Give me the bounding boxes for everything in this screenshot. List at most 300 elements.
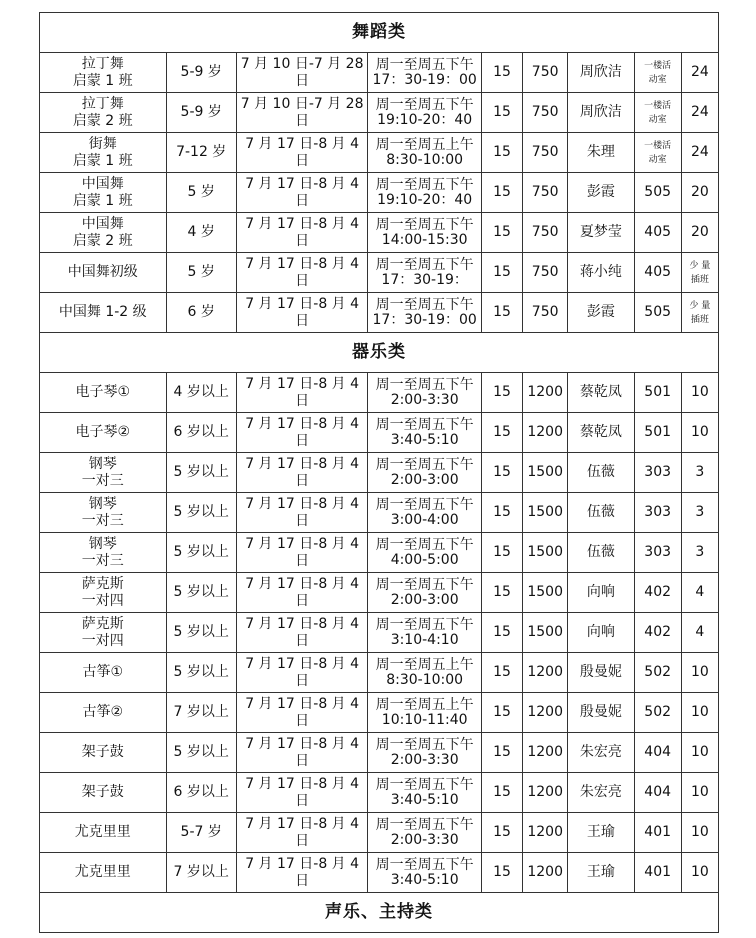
age-cell: 4 岁以上 — [166, 373, 236, 413]
course-name-cell-line: 启蒙 2 班 — [72, 232, 133, 249]
time-cell-line: 3:40-5:10 — [390, 431, 459, 448]
room-cell — [634, 413, 681, 453]
sessions-cell: 15 — [481, 733, 522, 773]
room-cell-line: 505 — [644, 184, 672, 200]
room-cell-line: 502 — [644, 664, 672, 680]
time-cell-line: 周一至周五上午 — [375, 656, 474, 673]
teacher-cell: 蔡乾凤 — [568, 373, 634, 413]
count-cell — [681, 533, 718, 573]
course-name-cell-line: 尤克里里 — [74, 824, 131, 840]
fee-cell: 750 — [523, 173, 568, 213]
count-cell-line: 24 — [690, 144, 709, 160]
section-title: 声乐、主持类 — [40, 893, 719, 933]
room-cell — [634, 733, 681, 773]
course-name-cell — [40, 773, 167, 813]
teacher-cell: 向响 — [568, 573, 634, 613]
course-name-cell — [40, 93, 167, 133]
time-cell-line: 3:40-5:10 — [390, 871, 459, 888]
course-name-cell-line: 电子琴② — [75, 424, 131, 440]
room-cell — [634, 813, 681, 853]
table-row — [40, 613, 719, 653]
course-name-cell-line: 一对三 — [81, 472, 124, 489]
teacher-cell: 伍薇 — [568, 493, 634, 533]
table-row — [40, 53, 719, 93]
time-cell — [368, 853, 481, 893]
sessions-cell: 15 — [481, 493, 522, 533]
time-cell — [368, 173, 481, 213]
course-name-cell-line: 中国舞 — [81, 215, 124, 232]
count-cell-line: 少 量 — [689, 260, 711, 271]
course-name-cell — [40, 653, 167, 693]
teacher-cell: 蒋小纯 — [568, 253, 634, 293]
time-cell-line: 周一至周五下午 — [375, 56, 474, 73]
count-cell — [681, 213, 718, 253]
count-cell — [681, 413, 718, 453]
time-cell-line: 周一至周五上午 — [375, 696, 474, 713]
age-cell: 5 岁以上 — [166, 453, 236, 493]
time-cell-line: 2:00-3:00 — [390, 591, 459, 608]
count-cell — [681, 693, 718, 733]
course-name-cell — [40, 533, 167, 573]
room-cell-line: 405 — [644, 264, 672, 280]
sessions-cell: 15 — [481, 813, 522, 853]
room-cell-line: 一楼活 — [644, 60, 672, 71]
course-name-cell — [40, 173, 167, 213]
course-name-cell — [40, 213, 167, 253]
course-name-cell-line: 一对四 — [81, 592, 124, 609]
room-cell — [634, 693, 681, 733]
count-cell — [681, 853, 718, 893]
sessions-cell: 15 — [481, 453, 522, 493]
time-cell-line: 周一至周五下午 — [375, 176, 474, 193]
count-cell — [681, 173, 718, 213]
room-cell — [634, 773, 681, 813]
table-row — [40, 853, 719, 893]
time-cell — [368, 693, 481, 733]
time-cell-line: 2:00-3:30 — [390, 751, 459, 768]
time-cell — [368, 773, 481, 813]
teacher-cell: 蔡乾凤 — [568, 413, 634, 453]
time-cell-line: 周一至周五下午 — [375, 536, 474, 553]
table-row — [40, 373, 719, 413]
room-cell — [634, 453, 681, 493]
age-cell: 5 岁以上 — [166, 653, 236, 693]
age-cell: 5-9 岁 — [166, 53, 236, 93]
count-cell-line: 10 — [690, 664, 709, 680]
age-cell: 5 岁以上 — [166, 733, 236, 773]
count-cell — [681, 613, 718, 653]
time-cell — [368, 533, 481, 573]
section-title: 器乐类 — [40, 333, 719, 373]
time-cell-line: 周一至周五下午 — [375, 456, 474, 473]
time-cell — [368, 493, 481, 533]
count-cell-line: 10 — [690, 824, 709, 840]
time-cell — [368, 453, 481, 493]
dates-cell: 7 月 17 日-8 月 4 日 — [236, 413, 368, 453]
count-cell-line: 10 — [690, 784, 709, 800]
dates-cell: 7 月 17 日-8 月 4 日 — [236, 373, 368, 413]
sessions-cell: 15 — [481, 293, 522, 333]
dates-cell: 7 月 17 日-8 月 4 日 — [236, 453, 368, 493]
count-cell-line: 10 — [690, 424, 709, 440]
room-cell-line: 404 — [644, 784, 672, 800]
room-cell — [634, 53, 681, 93]
count-cell — [681, 573, 718, 613]
dates-cell: 7 月 17 日-8 月 4 日 — [236, 213, 368, 253]
time-cell-line: 周一至周五下午 — [375, 576, 474, 593]
table-row — [40, 173, 719, 213]
table-row — [40, 693, 719, 733]
fee-cell: 1500 — [523, 453, 568, 493]
fee-cell: 750 — [523, 293, 568, 333]
course-name-cell-line: 拉丁舞 — [81, 55, 124, 72]
time-cell-line: 17：30-19：00 — [372, 71, 477, 88]
fee-cell: 1500 — [523, 613, 568, 653]
section-header-row — [40, 893, 719, 933]
table-row — [40, 93, 719, 133]
room-cell — [634, 653, 681, 693]
time-cell-line: 周一至周五下午 — [375, 776, 474, 793]
course-name-cell-line: 尤克里里 — [74, 864, 131, 880]
teacher-cell: 朱宏亮 — [568, 773, 634, 813]
course-name-cell-line: 启蒙 1 班 — [72, 72, 133, 89]
course-name-cell — [40, 253, 167, 293]
room-cell — [634, 253, 681, 293]
count-cell-line: 10 — [690, 864, 709, 880]
time-cell-line: 8:30-10:00 — [386, 151, 464, 168]
time-cell — [368, 733, 481, 773]
time-cell-line: 周一至周五下午 — [375, 256, 474, 273]
time-cell-line: 2:00-3:00 — [390, 471, 459, 488]
course-name-cell-line: 钢琴 — [88, 495, 117, 512]
course-name-cell-line: 一对四 — [81, 632, 124, 649]
count-cell-line: 10 — [690, 744, 709, 760]
count-cell — [681, 133, 718, 173]
room-cell — [634, 93, 681, 133]
table-row — [40, 653, 719, 693]
teacher-cell: 周欣洁 — [568, 93, 634, 133]
count-cell — [681, 773, 718, 813]
count-cell — [681, 453, 718, 493]
dates-cell: 7 月 17 日-8 月 4 日 — [236, 533, 368, 573]
room-cell-line: 502 — [644, 704, 672, 720]
dates-cell: 7 月 17 日-8 月 4 日 — [236, 773, 368, 813]
fee-cell: 1200 — [523, 413, 568, 453]
fee-cell: 1200 — [523, 693, 568, 733]
count-cell-line: 插班 — [690, 314, 709, 325]
time-cell-line: 周一至周五下午 — [375, 376, 474, 393]
age-cell: 4 岁 — [166, 213, 236, 253]
room-cell — [634, 493, 681, 533]
table-row — [40, 773, 719, 813]
course-name-cell-line: 一对三 — [81, 512, 124, 529]
count-cell-line: 插班 — [690, 274, 709, 285]
time-cell — [368, 133, 481, 173]
age-cell: 5 岁 — [166, 173, 236, 213]
count-cell-line: 10 — [690, 704, 709, 720]
time-cell-line: 19:10-20：40 — [377, 191, 473, 208]
course-name-cell-line: 萨克斯 — [81, 615, 124, 632]
fee-cell: 1500 — [523, 573, 568, 613]
sessions-cell: 15 — [481, 693, 522, 733]
course-name-cell — [40, 53, 167, 93]
count-cell-line: 20 — [690, 184, 709, 200]
count-cell-line: 10 — [690, 384, 709, 400]
room-cell — [634, 173, 681, 213]
room-cell-line: 一楼活 — [644, 100, 672, 111]
teacher-cell: 朱理 — [568, 133, 634, 173]
age-cell: 5 岁以上 — [166, 573, 236, 613]
fee-cell: 1200 — [523, 733, 568, 773]
table-row — [40, 573, 719, 613]
teacher-cell: 彭霞 — [568, 293, 634, 333]
course-name-cell — [40, 133, 167, 173]
time-cell — [368, 93, 481, 133]
section-header-row — [40, 13, 719, 53]
time-cell — [368, 653, 481, 693]
time-cell-line: 3:00-4:00 — [390, 511, 459, 528]
course-name-cell — [40, 453, 167, 493]
count-cell — [681, 53, 718, 93]
time-cell-line: 4:00-5:00 — [390, 551, 459, 568]
room-cell — [634, 293, 681, 333]
time-cell-line: 周一至周五下午 — [375, 416, 474, 433]
dates-cell: 7 月 17 日-8 月 4 日 — [236, 613, 368, 653]
count-cell — [681, 493, 718, 533]
room-cell — [634, 373, 681, 413]
time-cell — [368, 613, 481, 653]
time-cell-line: 10:10-11:40 — [381, 711, 468, 728]
fee-cell: 1200 — [523, 773, 568, 813]
course-name-cell — [40, 293, 167, 333]
course-name-cell-line: 钢琴 — [88, 455, 117, 472]
course-name-cell — [40, 493, 167, 533]
room-cell-line: 401 — [644, 864, 672, 880]
count-cell — [681, 813, 718, 853]
room-cell-line: 404 — [644, 744, 672, 760]
course-name-cell — [40, 813, 167, 853]
course-name-cell — [40, 413, 167, 453]
count-cell-line: 4 — [695, 624, 705, 640]
course-name-cell-line: 中国舞 1-2 级 — [58, 304, 147, 320]
course-name-cell-line: 启蒙 1 班 — [72, 192, 133, 209]
room-cell-line: 303 — [644, 504, 672, 520]
time-cell-line: 周一至周五下午 — [375, 296, 474, 313]
room-cell-line: 402 — [644, 624, 672, 640]
time-cell-line: 2:00-3:30 — [390, 831, 459, 848]
sessions-cell: 15 — [481, 213, 522, 253]
table-row — [40, 453, 719, 493]
time-cell — [368, 413, 481, 453]
teacher-cell: 夏梦莹 — [568, 213, 634, 253]
fee-cell: 1200 — [523, 653, 568, 693]
room-cell-line: 501 — [644, 384, 672, 400]
course-name-cell-line: 一对三 — [81, 552, 124, 569]
time-cell — [368, 253, 481, 293]
time-cell-line: 周一至周五上午 — [375, 136, 474, 153]
dates-cell: 7 月 17 日-8 月 4 日 — [236, 813, 368, 853]
count-cell-line: 4 — [695, 584, 705, 600]
teacher-cell: 周欣洁 — [568, 53, 634, 93]
course-schedule-table — [39, 12, 719, 933]
sessions-cell: 15 — [481, 533, 522, 573]
sessions-cell: 15 — [481, 173, 522, 213]
age-cell: 5 岁以上 — [166, 533, 236, 573]
count-cell — [681, 253, 718, 293]
course-name-cell-line: 街舞 — [88, 135, 117, 152]
sessions-cell: 15 — [481, 133, 522, 173]
teacher-cell: 殷曼妮 — [568, 653, 634, 693]
age-cell: 7-12 岁 — [166, 133, 236, 173]
course-name-cell — [40, 693, 167, 733]
teacher-cell: 伍薇 — [568, 453, 634, 493]
table-row — [40, 493, 719, 533]
sessions-cell: 15 — [481, 653, 522, 693]
count-cell — [681, 93, 718, 133]
teacher-cell: 朱宏亮 — [568, 733, 634, 773]
room-cell — [634, 613, 681, 653]
teacher-cell: 伍薇 — [568, 533, 634, 573]
table-row — [40, 293, 719, 333]
room-cell-line: 405 — [644, 224, 672, 240]
fee-cell: 1500 — [523, 493, 568, 533]
age-cell: 7 岁以上 — [166, 853, 236, 893]
dates-cell: 7 月 17 日-8 月 4 日 — [236, 173, 368, 213]
time-cell-line: 周一至周五下午 — [375, 96, 474, 113]
time-cell — [368, 373, 481, 413]
count-cell-line: 24 — [690, 64, 709, 80]
table-row — [40, 733, 719, 773]
fee-cell: 1200 — [523, 813, 568, 853]
room-cell-line: 动室 — [648, 114, 667, 125]
course-name-cell — [40, 853, 167, 893]
room-cell-line: 一楼活 — [644, 140, 672, 151]
room-cell — [634, 573, 681, 613]
fee-cell: 1200 — [523, 373, 568, 413]
dates-cell: 7 月 17 日-8 月 4 日 — [236, 733, 368, 773]
fee-cell: 1500 — [523, 533, 568, 573]
dates-cell: 7 月 17 日-8 月 4 日 — [236, 573, 368, 613]
course-name-cell-line: 架子鼓 — [81, 744, 124, 760]
count-cell-line: 20 — [690, 224, 709, 240]
count-cell-line: 3 — [695, 544, 705, 560]
dates-cell: 7 月 10 日-7 月 28 日 — [236, 93, 368, 133]
room-cell — [634, 133, 681, 173]
fee-cell: 750 — [523, 253, 568, 293]
course-name-cell — [40, 613, 167, 653]
dates-cell: 7 月 17 日-8 月 4 日 — [236, 693, 368, 733]
count-cell — [681, 373, 718, 413]
sessions-cell: 15 — [481, 773, 522, 813]
fee-cell: 750 — [523, 53, 568, 93]
room-cell-line: 501 — [644, 424, 672, 440]
course-name-cell-line: 中国舞 — [81, 175, 124, 192]
teacher-cell: 彭霞 — [568, 173, 634, 213]
table-row — [40, 813, 719, 853]
course-name-cell-line: 电子琴① — [75, 384, 131, 400]
course-name-cell-line: 启蒙 1 班 — [72, 152, 133, 169]
dates-cell: 7 月 17 日-8 月 4 日 — [236, 253, 368, 293]
room-cell — [634, 533, 681, 573]
time-cell — [368, 53, 481, 93]
course-name-cell-line: 钢琴 — [88, 535, 117, 552]
sessions-cell: 15 — [481, 613, 522, 653]
time-cell-line: 周一至周五下午 — [375, 856, 474, 873]
table-row — [40, 413, 719, 453]
age-cell: 7 岁以上 — [166, 693, 236, 733]
age-cell: 5-9 岁 — [166, 93, 236, 133]
time-cell-line: 周一至周五下午 — [375, 496, 474, 513]
course-name-cell — [40, 733, 167, 773]
fee-cell: 750 — [523, 93, 568, 133]
age-cell: 5 岁 — [166, 253, 236, 293]
age-cell: 6 岁以上 — [166, 413, 236, 453]
room-cell-line: 动室 — [648, 74, 667, 85]
teacher-cell: 殷曼妮 — [568, 693, 634, 733]
teacher-cell: 向响 — [568, 613, 634, 653]
time-cell-line: 2:00-3:30 — [390, 391, 459, 408]
course-name-cell-line: 架子鼓 — [81, 784, 124, 800]
course-name-cell-line: 拉丁舞 — [81, 95, 124, 112]
count-cell-line: 少 量 — [689, 300, 711, 311]
age-cell: 5 岁以上 — [166, 493, 236, 533]
age-cell: 5-7 岁 — [166, 813, 236, 853]
room-cell-line: 401 — [644, 824, 672, 840]
fee-cell: 750 — [523, 133, 568, 173]
time-cell — [368, 293, 481, 333]
time-cell-line: 19:10-20：40 — [377, 111, 473, 128]
time-cell-line: 17：30-19：00 — [372, 311, 477, 328]
table-row — [40, 253, 719, 293]
dates-cell: 7 月 17 日-8 月 4 日 — [236, 653, 368, 693]
sessions-cell: 15 — [481, 53, 522, 93]
sessions-cell: 15 — [481, 253, 522, 293]
count-cell-line: 3 — [695, 504, 705, 520]
count-cell — [681, 293, 718, 333]
course-name-cell-line: 启蒙 2 班 — [72, 112, 133, 129]
age-cell: 6 岁以上 — [166, 773, 236, 813]
sessions-cell: 15 — [481, 853, 522, 893]
count-cell — [681, 733, 718, 773]
section-title: 舞蹈类 — [40, 13, 719, 53]
course-name-cell-line: 古筝② — [82, 704, 124, 720]
count-cell — [681, 653, 718, 693]
sessions-cell: 15 — [481, 413, 522, 453]
dates-cell: 7 月 17 日-8 月 4 日 — [236, 293, 368, 333]
time-cell-line: 8:30-10:00 — [386, 671, 464, 688]
course-name-cell — [40, 373, 167, 413]
time-cell — [368, 813, 481, 853]
course-name-cell-line: 古筝① — [82, 664, 124, 680]
room-cell — [634, 213, 681, 253]
section-header-row — [40, 333, 719, 373]
age-cell: 6 岁 — [166, 293, 236, 333]
time-cell-line: 周一至周五下午 — [375, 736, 474, 753]
time-cell-line: 14:00-15:30 — [381, 231, 468, 248]
count-cell-line: 24 — [690, 104, 709, 120]
table-row — [40, 213, 719, 253]
table-row — [40, 133, 719, 173]
time-cell — [368, 573, 481, 613]
age-cell: 5 岁以上 — [166, 613, 236, 653]
dates-cell: 7 月 17 日-8 月 4 日 — [236, 133, 368, 173]
room-cell-line: 303 — [644, 544, 672, 560]
room-cell — [634, 853, 681, 893]
table-row — [40, 533, 719, 573]
sessions-cell: 15 — [481, 93, 522, 133]
time-cell-line: 周一至周五下午 — [375, 616, 474, 633]
room-cell-line: 动室 — [648, 154, 667, 165]
